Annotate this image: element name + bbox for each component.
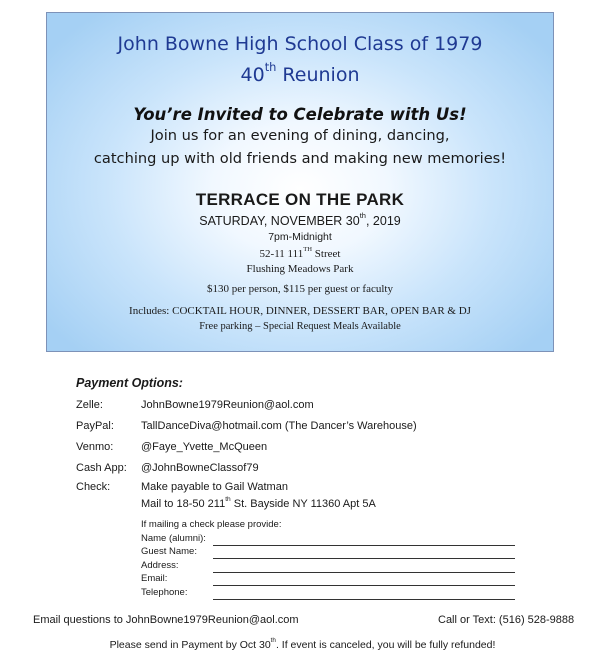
form-row-name (141, 533, 515, 546)
invite-body-line: Join us for an evening of dining, dancing, (150, 127, 450, 144)
invite-headline: You’re Invited to Celebrate with Us! (133, 105, 467, 124)
footer-note (0, 639, 605, 651)
invite-body-line: catching up with old friends and making new memories! (93, 150, 507, 167)
event-address (47, 248, 553, 260)
payment-row-paypal (76, 420, 556, 436)
payment-value: @JohnBowneClassof79 (141, 462, 259, 474)
mailing-address-row (76, 498, 556, 514)
event-time: 7pm-Midnight (268, 231, 332, 243)
form-label: Email: (141, 573, 168, 584)
event-date-suffix: th (359, 211, 366, 221)
reunion-word: Reunion (276, 64, 360, 86)
reunion-title: John Bowne High School Class of 1979 (117, 33, 483, 55)
mailing-address-number: Mail to 18-50 211 (141, 498, 226, 510)
check-form-intro: If mailing a check please provide: (141, 519, 282, 530)
footer-note-suffix: th (270, 637, 276, 645)
form-row-guest (141, 546, 515, 559)
payment-row-cashapp (76, 462, 556, 478)
mailing-address (141, 498, 376, 510)
payment-value: TallDanceDiva@hotmail.com (The Dancer’s Warehouse) (141, 420, 417, 432)
payment-label: Cash App: (76, 462, 127, 474)
form-label: Address: (141, 560, 179, 571)
mailing-address-street: St. Bayside NY 11360 Apt 5A (230, 498, 376, 510)
payment-row-venmo (76, 441, 556, 457)
telephone-field[interactable] (213, 599, 515, 600)
form-row-address (141, 560, 515, 573)
payment-label: Venmo: (76, 441, 114, 453)
reunion-number: 40 (240, 64, 265, 86)
form-row-telephone (141, 587, 515, 600)
footer-phone: Call or Text: (516) 528-9888 (438, 614, 575, 626)
event-includes: Includes: COCKTAIL HOUR, DINNER, DESSERT BAR, OPEN BAR & DJ (129, 305, 471, 317)
reunion-subtitle (47, 60, 553, 86)
form-label: Name (alumni): (141, 533, 206, 544)
event-location: Flushing Meadows Park (246, 263, 354, 275)
event-extras: Free parking – Special Request Meals Available (199, 321, 401, 332)
event-address-suffix: TH (303, 246, 313, 254)
invitation-panel (46, 12, 554, 352)
payment-value: Make payable to Gail Watman (141, 481, 288, 493)
footer-note-refund: . If event is canceled, you will be fully refunded! (275, 639, 496, 651)
event-date (47, 211, 553, 228)
payment-label: PayPal: (76, 420, 114, 432)
email-field[interactable] (213, 585, 515, 586)
payment-row-zelle (76, 399, 556, 415)
event-date-day: SATURDAY, NOVEMBER 30 (199, 214, 360, 228)
mailing-address-suffix: th (225, 496, 231, 504)
reunion-number-suffix: th (264, 60, 277, 75)
form-label: Guest Name: (141, 546, 197, 557)
form-row-email (141, 573, 515, 586)
footer-email: Email questions to JohnBowne1979Reunion@aol.com (33, 614, 299, 626)
venue-name: TERRACE ON THE PARK (195, 190, 405, 209)
footer-note-deadline: Please send in Payment by Oct 30 (109, 639, 271, 651)
event-address-number: 52-11 111 (259, 248, 304, 260)
payment-options-title: Payment Options: (76, 376, 183, 390)
payment-label: Check: (76, 481, 111, 493)
event-address-street: Street (312, 248, 341, 260)
ticket-price: $130 per person, $115 per guest or faculty (207, 283, 393, 295)
payment-value: JohnBowne1979Reunion@aol.com (141, 399, 314, 411)
event-date-year: , 2019 (365, 214, 401, 228)
payment-value: @Faye_Yvette_McQueen (141, 441, 268, 453)
payment-label: Zelle: (76, 399, 103, 411)
payment-row-check (76, 481, 556, 497)
guest-name-field[interactable] (213, 558, 515, 559)
form-label: Telephone: (141, 587, 188, 598)
